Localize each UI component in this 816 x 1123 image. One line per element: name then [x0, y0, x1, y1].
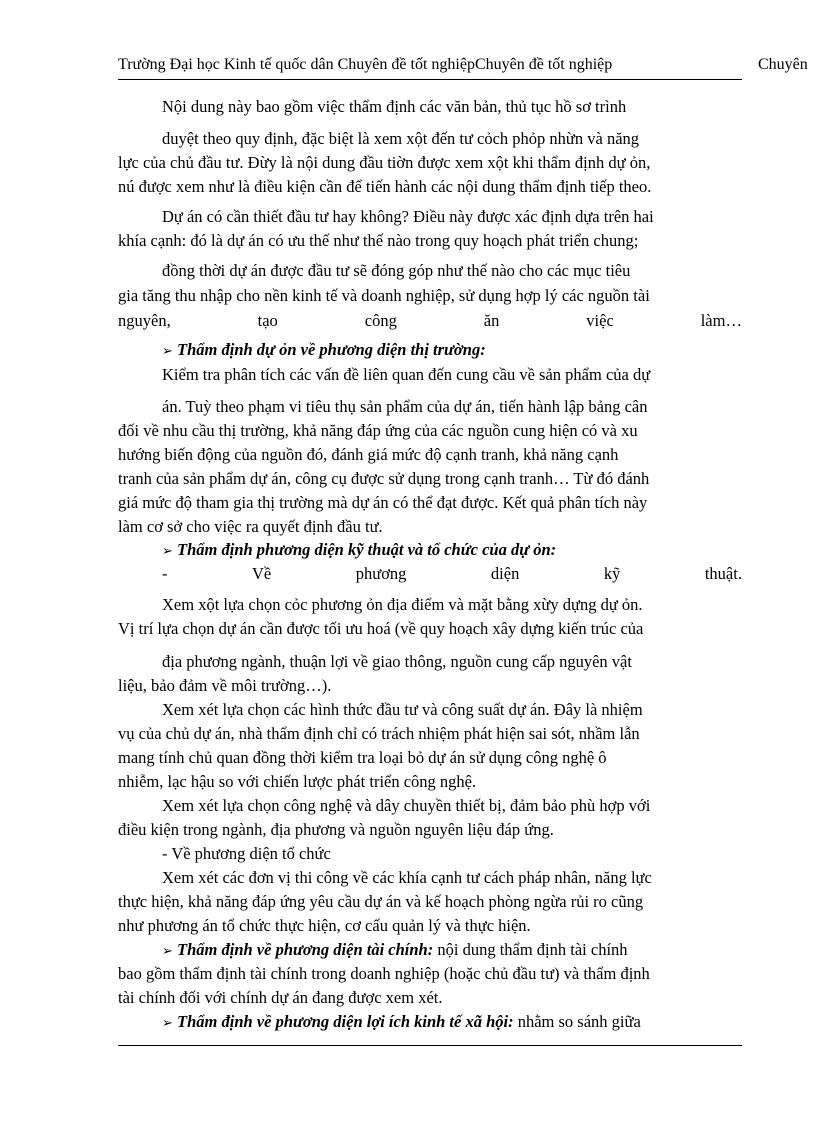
paragraph-line: làm cơ sở cho việc ra quyết định đầu tư.: [118, 517, 383, 536]
paragraph-line: lực của chủ đầu tư. Đừy là nội dung đầu tiờn được xem xột khi thẩm định dự ỏn,: [118, 153, 651, 172]
paragraph-line: tài chính đối với chính dự án đang được xem xét.: [118, 988, 443, 1007]
footer-rule: [118, 1045, 742, 1046]
paragraph-line: đồng thời dự án được đầu tư sẽ đóng góp như thế nào cho các mục tiêu: [162, 261, 631, 280]
word: công: [364, 311, 397, 330]
paragraph-line: địa phương ngành, thuận lợi về giao thông, nguồn cung cấp nguyên vật: [162, 652, 632, 671]
arrow-bullet-icon: ➢: [162, 543, 173, 558]
paragraph-line: án. Tuỳ theo phạm vi tiêu thụ sản phẩm của dự án, tiến hành lập bảng cân: [162, 397, 648, 416]
paragraph-line: Xem xét lựa chọn công nghệ và dây chuyền thiết bị, đảm bảo phù hợp với: [162, 796, 651, 815]
justified-line: [118, 309, 742, 333]
header-right-text: Chuyên: [758, 56, 808, 73]
heading-text: Thẩm định dự ỏn về phương diện thị trường:: [177, 340, 486, 359]
heading-text: Thẩm định về phương diện lợi ích kinh tế xã hội:: [177, 1012, 514, 1031]
paragraph-line: nú được xem như là điều kiện cần để tiến hành các nội dung thẩm định tiếp theo.: [118, 177, 652, 196]
word: diện: [490, 564, 520, 583]
paragraph-line: liệu, bảo đảm về môi trường…).: [118, 676, 332, 695]
page-header: [118, 52, 816, 80]
paragraph-line: vụ của chủ dự án, nhà thẩm định chỉ có trách nhiệm phát hiện sai sót, nhầm lẫn: [118, 724, 640, 743]
arrow-bullet-icon: ➢: [162, 1015, 173, 1030]
header-rule: [118, 79, 742, 80]
heading-continuation: nội dung thẩm định tài chính: [433, 940, 628, 959]
justified-line: [162, 562, 742, 586]
paragraph-line: giá mức độ tham gia thị trường mà dự án có thể đạt được. Kết quả phân tích này: [118, 493, 648, 512]
paragraph-line: Kiểm tra phân tích các vấn đề liên quan đến cung cầu về sản phẩm của dự: [162, 365, 651, 384]
word: Về: [252, 564, 272, 583]
paragraph-line: khía cạnh: đó là dự án có ưu thế như thế nào trong quy hoạch phát triển chung;: [118, 231, 639, 250]
word: tạo: [257, 311, 278, 330]
paragraph-line: đối về nhu cầu thị trường, khả năng đáp ứng của các nguồn cung hiện có và xu: [118, 421, 638, 440]
paragraph-line: Dự án có cần thiết đầu tư hay không? Điều này được xác định dựa trên hai: [162, 207, 654, 226]
word: -: [162, 564, 168, 583]
paragraph-line: bao gồm thẩm định tài chính trong doanh nghiệp (hoặc chủ đầu tư) và thẩm định: [118, 964, 650, 983]
paragraph-line: như phương án tổ chức thực hiện, cơ cấu quản lý và thực hiện.: [118, 916, 531, 935]
paragraph-line: thực hiện, khả năng đáp ứng yêu cầu dự án và kế hoạch phòng ngừa rủi ro cũng: [118, 892, 644, 911]
paragraph-line: nhiễm, lạc hậu so với chiến lược phát triển công nghệ.: [118, 772, 477, 791]
word: kỹ: [603, 564, 621, 583]
paragraph-line: Nội dung này bao gồm việc thẩm định các văn bản, thủ tục hồ sơ trình: [162, 97, 627, 116]
paragraph-line: duyệt theo quy định, đặc biệt là xem xột đến tư cỏch phỏp nhừn và năng: [162, 129, 640, 148]
arrow-bullet-icon: ➢: [162, 343, 173, 358]
heading-text: Thẩm định về phương diện tài chính:: [177, 940, 434, 959]
heading-text: Thẩm định phương diện kỹ thuật và tổ chức của dự ỏn:: [177, 540, 557, 559]
word: ăn: [483, 311, 500, 330]
section-heading-technical: [162, 538, 742, 563]
paragraph-line: mang tính chủ quan đồng thời kiểm tra loại bỏ dự án sử dụng công nghệ ô: [118, 748, 607, 767]
header-title: Trường Đại học Kinh tế quốc dân Chuyên đề tốt nghiệpChuyên đề tốt nghiệp: [118, 56, 613, 73]
paragraph-line: tranh của sản phẩm dự án, công cụ được sử dụng trong cạnh tranh… Từ đó đánh: [118, 469, 650, 488]
section-heading-socioeconomic: [162, 1010, 742, 1035]
paragraph-line: Xem xét các đơn vị thi công về các khía cạnh tư cách pháp nhân, năng lực: [162, 868, 652, 887]
paragraph-line: gia tăng thu nhập cho nền kinh tế và doanh nghiệp, sử dụng hợp lý các nguồn tài: [118, 286, 650, 305]
word: nguyên,: [118, 311, 171, 330]
paragraph-line: hướng biến động của nguồn đó, đánh giá mức độ cạnh tranh, khả năng cạnh: [118, 445, 619, 464]
word: việc: [586, 311, 614, 330]
word: làm…: [700, 311, 742, 330]
section-heading-market: [162, 338, 742, 363]
section-heading-financial: [162, 938, 742, 963]
paragraph-line: điều kiện trong ngành, địa phương và nguồn nguyên liệu đáp ứng.: [118, 820, 554, 839]
word: thuật.: [704, 564, 742, 583]
heading-continuation: nhằm so sánh giữa: [513, 1012, 641, 1031]
paragraph-line: Xem xét lựa chọn các hình thức đầu tư và công suất dự án. Đây là nhiệm: [162, 700, 643, 719]
paragraph-line: Vị trí lựa chọn dự án cần được tối ưu hoá (về quy hoạch xây dựng kiến trúc của: [118, 619, 644, 638]
paragraph-line: Xem xột lựa chọn cỏc phương ỏn địa điểm và mặt bằng xừy dựng dự ỏn.: [162, 595, 643, 614]
arrow-bullet-icon: ➢: [162, 943, 173, 958]
word: phương: [355, 564, 407, 583]
paragraph-line: - Về phương diện tổ chức: [162, 844, 331, 863]
